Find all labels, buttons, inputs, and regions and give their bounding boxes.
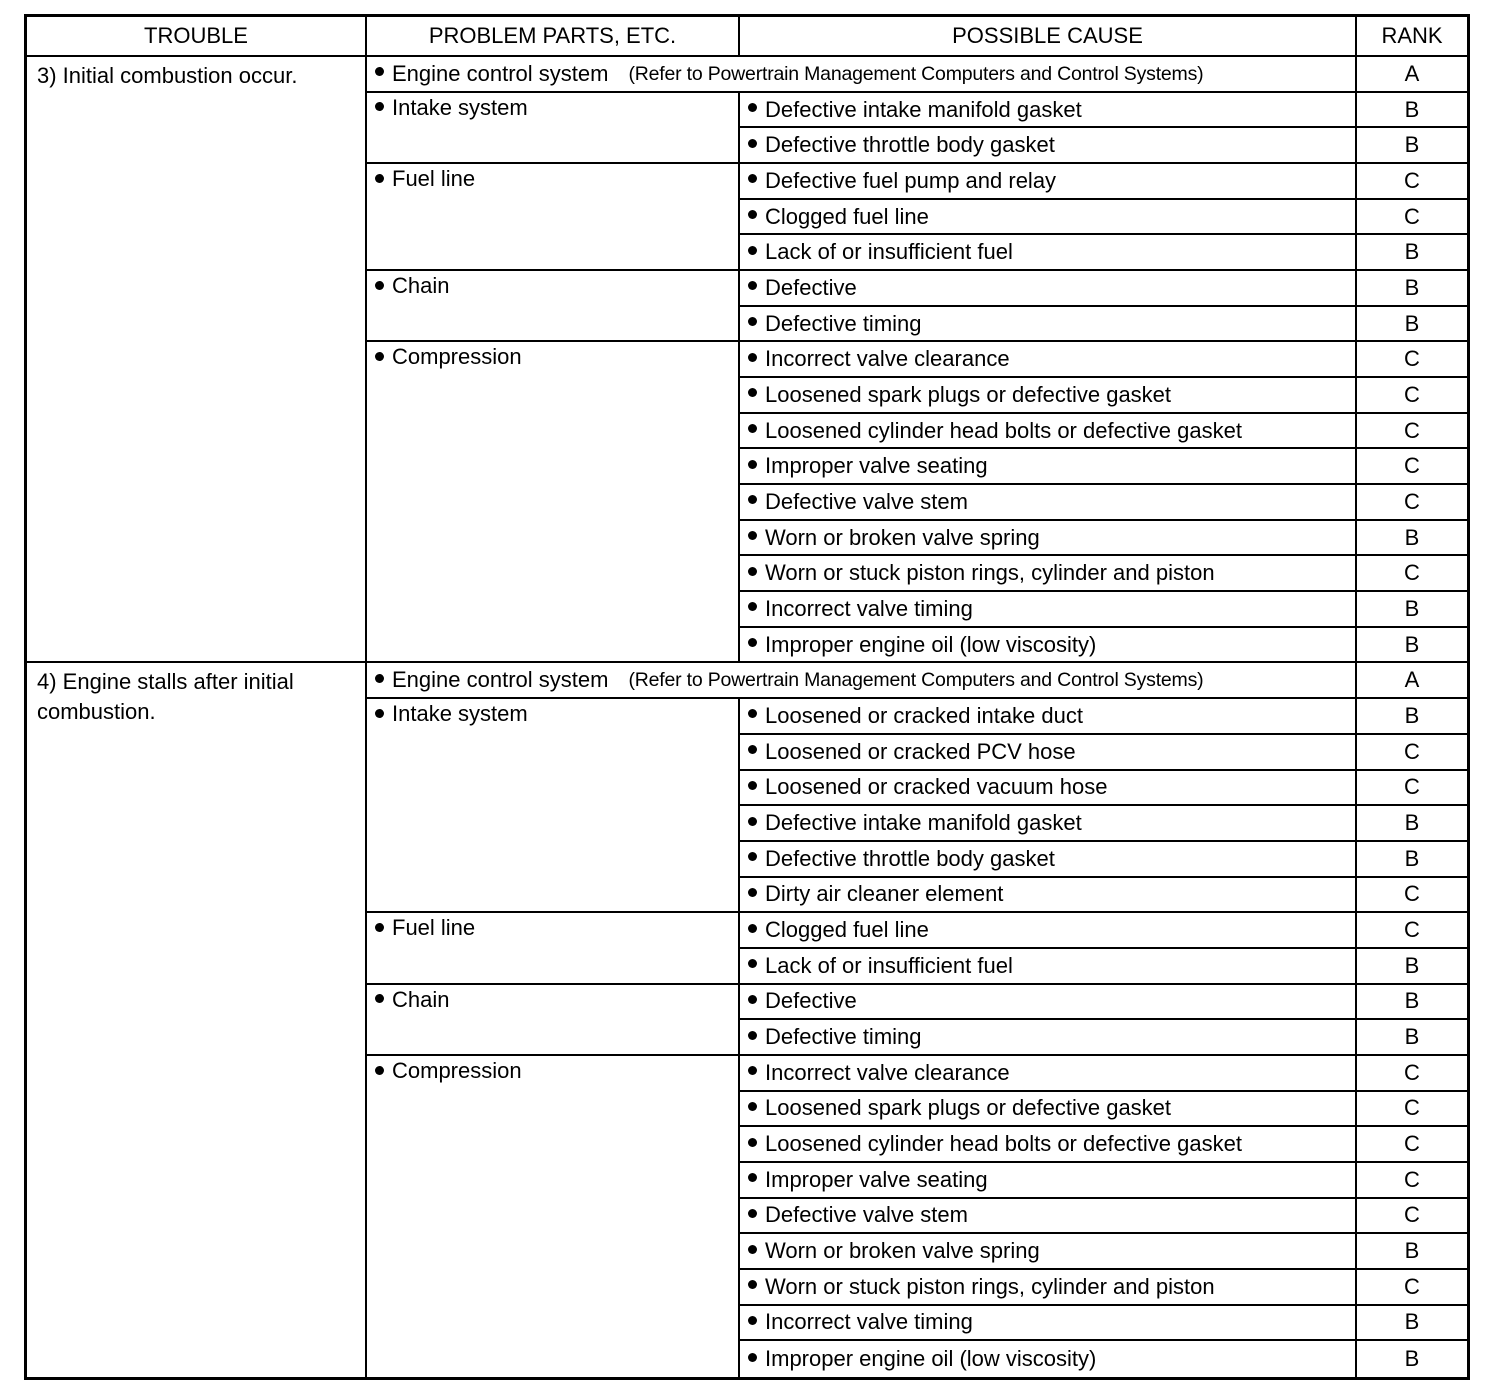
possible-cause-cell [740, 1163, 1357, 1199]
possible-cause-cell [740, 985, 1357, 1021]
rank-cell: B [1357, 806, 1467, 842]
rank-cell: A [1357, 57, 1467, 93]
possible-cause-cell [740, 1306, 1357, 1342]
possible-cause-text: Dirty air cleaner element [765, 881, 1004, 907]
possible-cause-cell [740, 485, 1357, 521]
possible-cause-cell [740, 699, 1357, 735]
possible-cause-cell [740, 521, 1357, 557]
bullet-icon [748, 1209, 757, 1218]
bullet-icon [748, 1316, 757, 1325]
bullet-icon [748, 1102, 757, 1111]
possible-cause-text: Defective fuel pump and relay [765, 167, 1057, 193]
possible-cause-cell [740, 164, 1357, 200]
rank-cell: B [1357, 271, 1467, 307]
problem-part-cell [367, 271, 740, 342]
rank-cell: B [1357, 949, 1467, 985]
bullet-icon [375, 1066, 384, 1075]
possible-cause-cell [740, 913, 1357, 949]
engine-control-row [367, 663, 1357, 699]
problem-part-label: Chain [392, 273, 450, 299]
bullet-icon [748, 353, 757, 362]
possible-cause-cell [740, 771, 1357, 807]
possible-cause-cell [740, 806, 1357, 842]
bullet-icon [375, 67, 384, 76]
possible-cause-cell [740, 949, 1357, 985]
rank-cell: C [1357, 1163, 1467, 1199]
problem-part-label: Compression [392, 344, 522, 370]
possible-cause-text: Lack of or insufficient fuel [765, 952, 1013, 978]
possible-cause-cell [740, 735, 1357, 771]
possible-cause-text: Loosened cylinder head bolts or defective gasket [765, 1131, 1242, 1157]
rank-cell: C [1357, 342, 1467, 378]
bullet-icon [748, 888, 757, 897]
bullet-icon [375, 994, 384, 1003]
possible-cause-text: Worn or stuck piston rings, cylinder and piston [765, 1273, 1215, 1299]
possible-cause-cell [740, 842, 1357, 878]
possible-cause-text: Defective [765, 988, 857, 1014]
rank-cell: C [1357, 200, 1467, 236]
rank-cell: A [1357, 663, 1467, 699]
rank-cell: C [1357, 735, 1467, 771]
rank-cell: B [1357, 985, 1467, 1021]
problem-part-cell [367, 913, 740, 984]
possible-cause-cell [740, 878, 1357, 914]
rank-cell: C [1357, 556, 1467, 592]
possible-cause-text: Improper valve seating [765, 1166, 988, 1192]
rank-cell: B [1357, 628, 1467, 664]
engine-control-label: Engine control system [392, 667, 609, 693]
rank-cell: C [1357, 1092, 1467, 1128]
possible-cause-cell [740, 342, 1357, 378]
possible-cause-text: Defective throttle body gasket [765, 132, 1055, 158]
problem-part-cell [367, 342, 740, 663]
bullet-icon [375, 709, 384, 718]
bullet-icon [748, 567, 757, 576]
trouble-cell: 4) Engine stalls after initial combustion. [27, 663, 367, 1377]
bullet-icon [375, 674, 384, 683]
engine-control-note: (Refer to Powertrain Management Computers and Control Systems) [628, 62, 1204, 85]
possible-cause-cell [740, 1234, 1357, 1270]
rank-cell: C [1357, 771, 1467, 807]
bullet-icon [748, 317, 757, 326]
bullet-icon [748, 495, 757, 504]
rank-cell: B [1357, 592, 1467, 628]
bullet-icon [748, 817, 757, 826]
bullet-icon [375, 352, 384, 361]
rank-cell: C [1357, 1199, 1467, 1235]
rank-cell: B [1357, 128, 1467, 164]
possible-cause-cell [740, 235, 1357, 271]
problem-part-label: Intake system [392, 701, 528, 727]
rank-cell: C [1357, 1056, 1467, 1092]
engine-control-label: Engine control system [392, 60, 609, 86]
bullet-icon [748, 959, 757, 968]
problem-part-label: Compression [392, 1057, 522, 1083]
rank-cell: C [1357, 1270, 1467, 1306]
possible-cause-cell [740, 1020, 1357, 1056]
possible-cause-text: Loosened spark plugs or defective gasket [765, 1095, 1172, 1121]
possible-cause-text: Incorrect valve clearance [765, 1059, 1010, 1085]
rank-cell: C [1357, 485, 1467, 521]
possible-cause-cell [740, 307, 1357, 343]
bullet-icon [375, 102, 384, 111]
bullet-icon [748, 995, 757, 1004]
bullet-icon [748, 745, 757, 754]
trouble-cell: 3) Initial combustion occur. [27, 57, 367, 663]
problem-part-cell [367, 699, 740, 913]
possible-cause-cell [740, 1127, 1357, 1163]
rank-cell: B [1357, 235, 1467, 271]
bullet-icon [748, 709, 757, 718]
bullet-icon [748, 1031, 757, 1040]
engine-control-note: (Refer to Powertrain Management Computers and Control Systems) [628, 669, 1204, 692]
possible-cause-text: Defective intake manifold gasket [765, 810, 1082, 836]
rank-cell: C [1357, 378, 1467, 414]
possible-cause-text: Loosened or cracked intake duct [765, 702, 1083, 728]
possible-cause-text: Clogged fuel line [765, 203, 929, 229]
bullet-icon [748, 638, 757, 647]
bullet-icon [748, 424, 757, 433]
possible-cause-text: Improper valve seating [765, 453, 988, 479]
problem-part-cell [367, 164, 740, 271]
problem-part-label: Fuel line [392, 166, 476, 192]
bullet-icon [748, 1280, 757, 1289]
rank-cell: B [1357, 1234, 1467, 1270]
rank-cell: C [1357, 414, 1467, 450]
problem-part-label: Fuel line [392, 915, 476, 941]
possible-cause-text: Loosened or cracked PCV hose [765, 738, 1076, 764]
rank-cell: C [1357, 164, 1467, 200]
possible-cause-cell [740, 200, 1357, 236]
possible-cause-text: Improper engine oil (low viscosity) [765, 631, 1097, 657]
possible-cause-cell [740, 449, 1357, 485]
bullet-icon [375, 174, 384, 183]
possible-cause-text: Loosened cylinder head bolts or defective gasket [765, 417, 1242, 443]
problem-part-cell [367, 1056, 740, 1377]
bullet-icon [748, 602, 757, 611]
rank-cell: B [1357, 93, 1467, 129]
rank-cell: B [1357, 842, 1467, 878]
bullet-icon [748, 531, 757, 540]
rank-cell: B [1357, 699, 1467, 735]
possible-cause-cell [740, 1270, 1357, 1306]
possible-cause-cell [740, 1092, 1357, 1128]
bullet-icon [748, 460, 757, 469]
possible-cause-text: Incorrect valve timing [765, 1309, 973, 1335]
bullet-icon [748, 174, 757, 183]
possible-cause-cell [740, 93, 1357, 129]
rank-cell: C [1357, 449, 1467, 485]
bullet-icon [748, 852, 757, 861]
bullet-icon [375, 281, 384, 290]
possible-cause-text: Improper engine oil (low viscosity) [765, 1346, 1097, 1372]
problem-part-cell [367, 985, 740, 1056]
rank-cell: B [1357, 307, 1467, 343]
rank-cell: B [1357, 521, 1467, 557]
possible-cause-text: Defective valve stem [765, 1202, 968, 1228]
problem-part-cell [367, 93, 740, 164]
rank-cell: C [1357, 878, 1467, 914]
rank-cell: B [1357, 1306, 1467, 1342]
header-rank: RANK [1357, 17, 1467, 57]
problem-part-label: Chain [392, 986, 450, 1012]
possible-cause-text: Worn or broken valve spring [765, 1238, 1040, 1264]
possible-cause-cell [740, 628, 1357, 664]
bullet-icon [748, 1066, 757, 1075]
possible-cause-text: Defective [765, 274, 857, 300]
possible-cause-cell [740, 556, 1357, 592]
bullet-icon [748, 1173, 757, 1182]
header-possible-cause: POSSIBLE CAUSE [740, 17, 1357, 57]
bullet-icon [375, 923, 384, 932]
bullet-icon [748, 281, 757, 290]
trouble-diagnosis-table [24, 14, 1470, 1380]
possible-cause-text: Defective intake manifold gasket [765, 96, 1082, 122]
possible-cause-cell [740, 1199, 1357, 1235]
rank-cell: B [1404, 1346, 1420, 1372]
possible-cause-cell [740, 128, 1357, 164]
possible-cause-cell [740, 1056, 1357, 1092]
possible-cause-text: Loosened or cracked vacuum hose [765, 774, 1108, 800]
possible-cause-text: Worn or stuck piston rings, cylinder and piston [765, 560, 1215, 586]
bullet-icon [748, 139, 757, 148]
rank-cell: B [1357, 1020, 1467, 1056]
bullet-icon [748, 103, 757, 112]
bullet-icon [748, 388, 757, 397]
rank-cell: C [1357, 1127, 1467, 1163]
bullet-icon [748, 1138, 757, 1147]
possible-cause-text: Incorrect valve timing [765, 595, 973, 621]
possible-cause-text: Lack of or insufficient fuel [765, 239, 1013, 265]
possible-cause-cell [740, 1341, 1357, 1377]
bullet-icon [748, 1245, 757, 1254]
possible-cause-text: Worn or broken valve spring [765, 524, 1040, 550]
possible-cause-cell [740, 271, 1357, 307]
possible-cause-cell [740, 414, 1357, 450]
possible-cause-cell [740, 592, 1357, 628]
bullet-icon [748, 246, 757, 255]
possible-cause-text: Defective timing [765, 1024, 922, 1050]
possible-cause-cell [740, 378, 1357, 414]
engine-control-row [367, 57, 1357, 93]
header-problem-parts: PROBLEM PARTS, ETC. [367, 17, 740, 57]
bullet-icon [748, 781, 757, 790]
possible-cause-text: Clogged fuel line [765, 917, 929, 943]
possible-cause-text: Defective valve stem [765, 488, 968, 514]
bullet-icon [748, 210, 757, 219]
possible-cause-text: Defective timing [765, 310, 922, 336]
header-trouble: TROUBLE [27, 17, 367, 57]
bullet-icon [748, 924, 757, 933]
possible-cause-text: Loosened spark plugs or defective gasket [765, 381, 1172, 407]
bullet-icon [748, 1353, 757, 1362]
possible-cause-text: Defective throttle body gasket [765, 845, 1055, 871]
possible-cause-text: Incorrect valve clearance [765, 346, 1010, 372]
problem-part-label: Intake system [392, 94, 528, 120]
rank-cell: C [1357, 913, 1467, 949]
